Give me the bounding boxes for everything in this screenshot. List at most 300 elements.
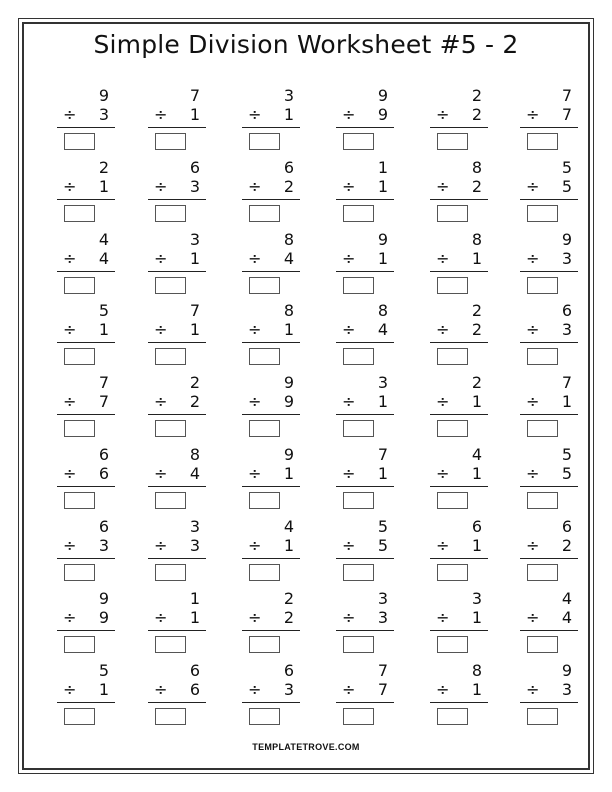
answer-box[interactable] <box>155 133 186 150</box>
division-problem <box>518 446 588 512</box>
dividend: 8 <box>471 158 482 177</box>
answer-box[interactable] <box>527 708 558 725</box>
division-sign: ÷ <box>248 392 262 411</box>
answer-box[interactable] <box>64 636 95 653</box>
division-sign: ÷ <box>63 608 77 627</box>
divisor: 1 <box>98 680 109 699</box>
dividend: 8 <box>283 230 294 249</box>
divisor: 4 <box>189 464 200 483</box>
dividend: 3 <box>377 373 388 392</box>
division-problem <box>146 446 216 512</box>
divisor: 1 <box>98 177 109 196</box>
division-sign: ÷ <box>63 105 77 124</box>
dividend: 1 <box>189 589 200 608</box>
answer-line <box>520 199 578 200</box>
division-sign: ÷ <box>342 464 356 483</box>
dividend: 3 <box>377 589 388 608</box>
division-problem <box>428 662 498 728</box>
dividend: 2 <box>189 373 200 392</box>
divisor: 1 <box>377 249 388 268</box>
division-problem <box>428 518 498 584</box>
answer-line <box>430 630 488 631</box>
dividend: 4 <box>283 517 294 536</box>
divisor: 1 <box>189 105 200 124</box>
dividend: 8 <box>189 445 200 464</box>
dividend: 1 <box>377 158 388 177</box>
answer-box[interactable] <box>437 420 468 437</box>
answer-box[interactable] <box>64 133 95 150</box>
division-problem <box>240 231 310 297</box>
division-problem <box>428 159 498 225</box>
divisor: 1 <box>471 392 482 411</box>
division-sign: ÷ <box>63 392 77 411</box>
answer-box[interactable] <box>527 492 558 509</box>
dividend: 2 <box>471 86 482 105</box>
divisor: 2 <box>471 177 482 196</box>
answer-line <box>520 127 578 128</box>
dividend: 4 <box>561 589 572 608</box>
answer-line <box>57 127 115 128</box>
divisor: 2 <box>471 105 482 124</box>
dividend: 5 <box>377 517 388 536</box>
answer-line <box>148 702 206 703</box>
division-problem <box>55 662 125 728</box>
answer-line <box>57 630 115 631</box>
answer-line <box>520 630 578 631</box>
answer-box[interactable] <box>155 205 186 222</box>
answer-line <box>57 342 115 343</box>
divisor: 5 <box>561 464 572 483</box>
divisor: 1 <box>471 680 482 699</box>
dividend: 8 <box>471 230 482 249</box>
answer-line <box>148 414 206 415</box>
answer-line <box>336 127 394 128</box>
answer-box[interactable] <box>343 205 374 222</box>
answer-box[interactable] <box>527 277 558 294</box>
division-problem <box>518 302 588 368</box>
answer-box[interactable] <box>343 708 374 725</box>
answer-box[interactable] <box>527 564 558 581</box>
division-sign: ÷ <box>436 392 450 411</box>
division-problem <box>518 518 588 584</box>
answer-line <box>430 558 488 559</box>
answer-line <box>336 342 394 343</box>
dividend: 6 <box>283 158 294 177</box>
dividend: 3 <box>283 86 294 105</box>
divisor: 3 <box>561 680 572 699</box>
division-sign: ÷ <box>63 680 77 699</box>
answer-box[interactable] <box>437 636 468 653</box>
answer-line <box>242 486 300 487</box>
dividend: 5 <box>98 301 109 320</box>
division-sign: ÷ <box>342 680 356 699</box>
division-problem <box>334 374 404 440</box>
division-sign: ÷ <box>342 177 356 196</box>
division-problem <box>428 590 498 656</box>
division-sign: ÷ <box>154 608 168 627</box>
division-sign: ÷ <box>248 608 262 627</box>
divisor: 3 <box>561 320 572 339</box>
division-problem <box>146 87 216 153</box>
dividend: 4 <box>98 230 109 249</box>
answer-box[interactable] <box>249 133 280 150</box>
answer-box[interactable] <box>249 205 280 222</box>
divisor: 1 <box>98 320 109 339</box>
dividend: 6 <box>561 517 572 536</box>
division-problem <box>146 662 216 728</box>
division-problem <box>334 302 404 368</box>
division-problem <box>55 302 125 368</box>
dividend: 9 <box>561 230 572 249</box>
divisor: 1 <box>377 177 388 196</box>
division-sign: ÷ <box>526 608 540 627</box>
divisor: 1 <box>189 249 200 268</box>
dividend: 9 <box>377 86 388 105</box>
divisor: 6 <box>98 464 109 483</box>
answer-line <box>520 414 578 415</box>
divisor: 1 <box>283 464 294 483</box>
answer-box[interactable] <box>437 133 468 150</box>
answer-box[interactable] <box>343 492 374 509</box>
divisor: 1 <box>471 536 482 555</box>
answer-line <box>520 271 578 272</box>
division-problem <box>55 446 125 512</box>
division-sign: ÷ <box>154 177 168 196</box>
division-sign: ÷ <box>526 320 540 339</box>
divisor: 1 <box>189 320 200 339</box>
dividend: 7 <box>189 301 200 320</box>
answer-box[interactable] <box>249 492 280 509</box>
dividend: 9 <box>377 230 388 249</box>
division-problem <box>240 302 310 368</box>
dividend: 3 <box>189 517 200 536</box>
dividend: 9 <box>98 86 109 105</box>
answer-box[interactable] <box>64 277 95 294</box>
division-problem <box>428 302 498 368</box>
divisor: 9 <box>98 608 109 627</box>
division-sign: ÷ <box>526 392 540 411</box>
division-sign: ÷ <box>342 392 356 411</box>
answer-box[interactable] <box>527 348 558 365</box>
answer-box[interactable] <box>64 708 95 725</box>
dividend: 6 <box>189 661 200 680</box>
division-problem <box>518 590 588 656</box>
division-sign: ÷ <box>154 320 168 339</box>
division-problem <box>518 231 588 297</box>
answer-box[interactable] <box>155 277 186 294</box>
division-problem <box>240 590 310 656</box>
division-sign: ÷ <box>154 392 168 411</box>
division-sign: ÷ <box>154 680 168 699</box>
answer-box[interactable] <box>437 564 468 581</box>
answer-box[interactable] <box>527 205 558 222</box>
answer-line <box>242 199 300 200</box>
answer-line <box>430 199 488 200</box>
divisor: 9 <box>283 392 294 411</box>
division-problem <box>334 87 404 153</box>
answer-box[interactable] <box>343 636 374 653</box>
division-problem <box>428 231 498 297</box>
divisor: 3 <box>98 105 109 124</box>
answer-line <box>242 342 300 343</box>
division-problem <box>518 662 588 728</box>
answer-box[interactable] <box>343 277 374 294</box>
answer-box[interactable] <box>64 564 95 581</box>
division-sign: ÷ <box>63 464 77 483</box>
answer-box[interactable] <box>343 420 374 437</box>
answer-line <box>430 414 488 415</box>
answer-line <box>148 558 206 559</box>
answer-line <box>336 414 394 415</box>
dividend: 2 <box>471 373 482 392</box>
dividend: 3 <box>189 230 200 249</box>
division-problem <box>428 374 498 440</box>
answer-box[interactable] <box>527 133 558 150</box>
dividend: 2 <box>98 158 109 177</box>
division-sign: ÷ <box>63 536 77 555</box>
answer-box[interactable] <box>527 636 558 653</box>
answer-line <box>430 702 488 703</box>
division-sign: ÷ <box>436 105 450 124</box>
division-sign: ÷ <box>526 177 540 196</box>
division-problem <box>240 662 310 728</box>
answer-line <box>520 702 578 703</box>
division-sign: ÷ <box>154 249 168 268</box>
dividend: 7 <box>377 661 388 680</box>
divisor: 4 <box>561 608 572 627</box>
division-sign: ÷ <box>342 536 356 555</box>
dividend: 2 <box>471 301 482 320</box>
answer-line <box>242 702 300 703</box>
division-problem <box>146 302 216 368</box>
answer-line <box>242 630 300 631</box>
dividend: 6 <box>189 158 200 177</box>
divisor: 5 <box>561 177 572 196</box>
answer-line <box>148 342 206 343</box>
answer-box[interactable] <box>155 420 186 437</box>
answer-box[interactable] <box>249 636 280 653</box>
answer-box[interactable] <box>527 420 558 437</box>
answer-line <box>242 414 300 415</box>
dividend: 9 <box>98 589 109 608</box>
division-problem <box>146 590 216 656</box>
dividend: 7 <box>377 445 388 464</box>
division-problem <box>240 374 310 440</box>
dividend: 6 <box>98 445 109 464</box>
divisor: 7 <box>98 392 109 411</box>
answer-line <box>148 486 206 487</box>
division-sign: ÷ <box>248 320 262 339</box>
answer-box[interactable] <box>249 348 280 365</box>
division-problem <box>518 374 588 440</box>
divisor: 1 <box>471 249 482 268</box>
division-sign: ÷ <box>154 105 168 124</box>
dividend: 9 <box>283 445 294 464</box>
divisor: 1 <box>283 536 294 555</box>
division-sign: ÷ <box>63 177 77 196</box>
division-problem <box>334 518 404 584</box>
answer-box[interactable] <box>343 564 374 581</box>
divisor: 6 <box>189 680 200 699</box>
division-sign: ÷ <box>526 536 540 555</box>
division-problem <box>146 374 216 440</box>
answer-box[interactable] <box>155 708 186 725</box>
divisor: 2 <box>283 608 294 627</box>
answer-box[interactable] <box>155 636 186 653</box>
dividend: 5 <box>98 661 109 680</box>
answer-line <box>148 630 206 631</box>
answer-box[interactable] <box>249 708 280 725</box>
division-problem <box>240 87 310 153</box>
division-problem <box>240 446 310 512</box>
division-sign: ÷ <box>63 320 77 339</box>
answer-box[interactable] <box>155 564 186 581</box>
division-problem <box>146 231 216 297</box>
divisor: 4 <box>377 320 388 339</box>
answer-box[interactable] <box>155 492 186 509</box>
answer-box[interactable] <box>64 492 95 509</box>
dividend: 6 <box>561 301 572 320</box>
division-problem <box>240 159 310 225</box>
division-sign: ÷ <box>154 464 168 483</box>
divisor: 4 <box>98 249 109 268</box>
divisor: 9 <box>377 105 388 124</box>
divisor: 1 <box>377 464 388 483</box>
answer-box[interactable] <box>249 564 280 581</box>
division-sign: ÷ <box>248 680 262 699</box>
worksheet-title: Simple Division Worksheet #5 - 2 <box>93 30 519 59</box>
answer-box[interactable] <box>64 420 95 437</box>
answer-line <box>336 486 394 487</box>
division-sign: ÷ <box>436 536 450 555</box>
answer-box[interactable] <box>437 492 468 509</box>
division-sign: ÷ <box>342 249 356 268</box>
divisor: 4 <box>283 249 294 268</box>
answer-line <box>336 702 394 703</box>
divisor: 7 <box>561 105 572 124</box>
dividend: 5 <box>561 158 572 177</box>
divisor: 3 <box>98 536 109 555</box>
division-sign: ÷ <box>436 249 450 268</box>
divisor: 3 <box>189 177 200 196</box>
dividend: 3 <box>471 589 482 608</box>
answer-line <box>242 127 300 128</box>
division-problem <box>55 159 125 225</box>
division-sign: ÷ <box>342 105 356 124</box>
division-sign: ÷ <box>248 249 262 268</box>
divisor: 3 <box>283 680 294 699</box>
answer-line <box>336 630 394 631</box>
divisor: 3 <box>377 608 388 627</box>
answer-box[interactable] <box>437 205 468 222</box>
answer-box[interactable] <box>64 205 95 222</box>
answer-box[interactable] <box>437 277 468 294</box>
division-sign: ÷ <box>526 249 540 268</box>
answer-line <box>148 127 206 128</box>
divisor: 5 <box>377 536 388 555</box>
division-problem <box>518 159 588 225</box>
divisor: 2 <box>561 536 572 555</box>
answer-line <box>336 271 394 272</box>
divisor: 1 <box>283 105 294 124</box>
answer-line <box>242 558 300 559</box>
dividend: 7 <box>189 86 200 105</box>
answer-box[interactable] <box>249 277 280 294</box>
answer-box[interactable] <box>437 348 468 365</box>
answer-line <box>520 342 578 343</box>
footer-brand: TEMPLATETROVE.COM <box>252 742 360 752</box>
division-problem <box>240 518 310 584</box>
answer-line <box>57 271 115 272</box>
dividend: 6 <box>283 661 294 680</box>
answer-box[interactable] <box>64 348 95 365</box>
division-problem <box>55 231 125 297</box>
answer-line <box>520 486 578 487</box>
answer-box[interactable] <box>437 708 468 725</box>
division-sign: ÷ <box>248 105 262 124</box>
division-problem <box>55 590 125 656</box>
division-sign: ÷ <box>436 320 450 339</box>
division-problem <box>428 446 498 512</box>
answer-line <box>520 558 578 559</box>
division-problem <box>55 87 125 153</box>
answer-box[interactable] <box>343 133 374 150</box>
dividend: 4 <box>471 445 482 464</box>
division-sign: ÷ <box>248 177 262 196</box>
answer-line <box>148 271 206 272</box>
divisor: 2 <box>283 177 294 196</box>
division-sign: ÷ <box>342 320 356 339</box>
division-sign: ÷ <box>526 464 540 483</box>
divisor: 7 <box>377 680 388 699</box>
answer-line <box>430 486 488 487</box>
answer-box[interactable] <box>343 348 374 365</box>
divisor: 1 <box>471 464 482 483</box>
answer-line <box>148 199 206 200</box>
division-problem <box>334 446 404 512</box>
division-problem <box>428 87 498 153</box>
dividend: 7 <box>561 373 572 392</box>
division-sign: ÷ <box>436 680 450 699</box>
divisor: 3 <box>561 249 572 268</box>
dividend: 5 <box>561 445 572 464</box>
answer-line <box>57 702 115 703</box>
divisor: 1 <box>283 320 294 339</box>
divisor: 2 <box>189 392 200 411</box>
answer-line <box>336 199 394 200</box>
division-problem <box>518 87 588 153</box>
answer-line <box>430 127 488 128</box>
divisor: 1 <box>471 608 482 627</box>
division-sign: ÷ <box>436 464 450 483</box>
division-sign: ÷ <box>63 249 77 268</box>
answer-line <box>430 342 488 343</box>
answer-line <box>430 271 488 272</box>
answer-box[interactable] <box>249 420 280 437</box>
division-sign: ÷ <box>342 608 356 627</box>
answer-box[interactable] <box>155 348 186 365</box>
divisor: 1 <box>377 392 388 411</box>
division-problem <box>55 518 125 584</box>
answer-line <box>336 558 394 559</box>
division-sign: ÷ <box>526 105 540 124</box>
dividend: 7 <box>98 373 109 392</box>
division-sign: ÷ <box>248 464 262 483</box>
divisor: 1 <box>561 392 572 411</box>
dividend: 6 <box>98 517 109 536</box>
dividend: 8 <box>283 301 294 320</box>
answer-line <box>57 414 115 415</box>
